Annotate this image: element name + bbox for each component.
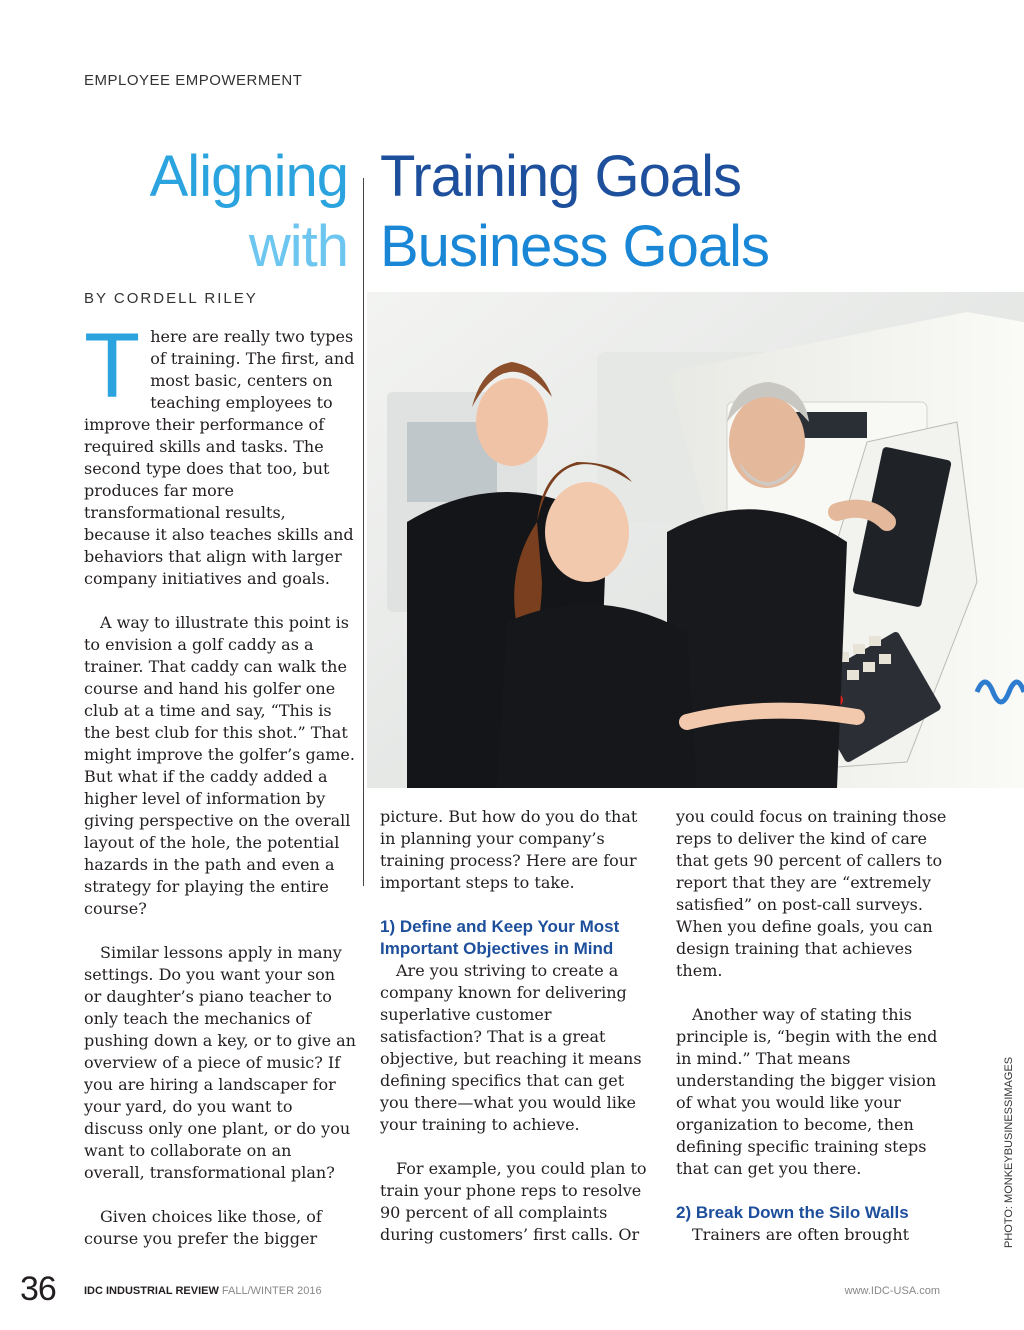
paragraph: Trainers are often brought <box>692 1225 910 1244</box>
photo-credit: PHOTO: MONKEYBUSINESSIMAGES <box>1003 1056 1015 1248</box>
paragraph: you could focus on training those reps to deliver the kind of care that gets 90 percent of callers to report that they are “extremely satisfied” on post-call surveys. When you define goals, you can design training that achieves them. <box>676 807 947 980</box>
article-column-2 <box>380 806 652 1268</box>
article-column-3 <box>676 806 948 1268</box>
headline-left-line2: with <box>248 214 348 279</box>
subheading: 1) Define and Keep Your Most Important Objectives in Mind <box>380 917 620 958</box>
paragraph: picture. But how do you do that in planning your company’s training process? Here are four important steps to take. <box>380 807 638 892</box>
paragraph: Are you striving to create a company known for delivering superlative customer satisfaction? That is a great objective, but reaching it means defining specifics that can get you there—what you would like your training to achieve. <box>380 961 642 1134</box>
section-label: EMPLOYEE EMPOWERMENT <box>84 72 303 89</box>
footer-publication <box>84 1285 322 1297</box>
paragraph-text: here are really two types of training. The first, and most basic, centers on teaching employees to improve their performance of required skills and tasks. The second type does that too, but produces far more transformational results, because it also teaches skills and behaviors that align with larger company initiatives and goals. <box>84 327 355 588</box>
headline-left <box>28 142 348 282</box>
page-number: 36 <box>20 1270 56 1308</box>
drop-cap: T <box>84 315 141 417</box>
issue-label: FALL/WINTER 2016 <box>221 1285 322 1297</box>
workshop-photo-illustration <box>367 292 1024 788</box>
paragraph: Another way of stating this principle is, “begin with the end in mind.” That means understanding the bigger vision of what you would like your organization to become, then defining specific training steps that can get you there. <box>676 1005 938 1178</box>
intro-paragraph <box>84 315 356 590</box>
headline-left-line1: Aligning <box>149 144 348 209</box>
paragraph: Given choices like those, of course you prefer the bigger <box>84 1207 322 1248</box>
subheading: 2) Break Down the Silo Walls <box>676 1203 909 1222</box>
headline-right-line1: Training Goals <box>380 144 742 209</box>
paragraph: A way to illustrate this point is to envision a golf caddy as a trainer. That caddy can walk the course and hand his golfer one club at a time and say, “This is the best club for this shot.” That might improve the golfer’s game. But what if the caddy added a higher level of information by giving perspective on the overall layout of the hole, the potential hazards in the path and even a strategy for playing the entire course? <box>84 613 355 918</box>
paragraph: For example, you could plan to train your phone reps to resolve 90 percent of all complaints during customers’ first calls. Or <box>380 1159 647 1244</box>
article-column-1 <box>84 315 356 1272</box>
headline-right <box>380 142 1000 282</box>
article-photo <box>367 292 1024 788</box>
footer-website: www.IDC-USA.com <box>844 1285 940 1297</box>
byline: BY CORDELL RILEY <box>84 290 258 307</box>
publication-name: IDC INDUSTRIAL REVIEW <box>84 1285 219 1297</box>
headline-right-line2: Business Goals <box>380 214 769 279</box>
paragraph: Similar lessons apply in many settings. Do you want your son or daughter’s piano teacher to only teach the mechanics of pushing down a key, or to give an overview of a piece of music? If you are hiring a landscaper for your yard, do you want to discuss only one plant, or do you want to collaborate on an overall, transformational plan? <box>84 943 356 1182</box>
title-divider <box>363 178 364 886</box>
